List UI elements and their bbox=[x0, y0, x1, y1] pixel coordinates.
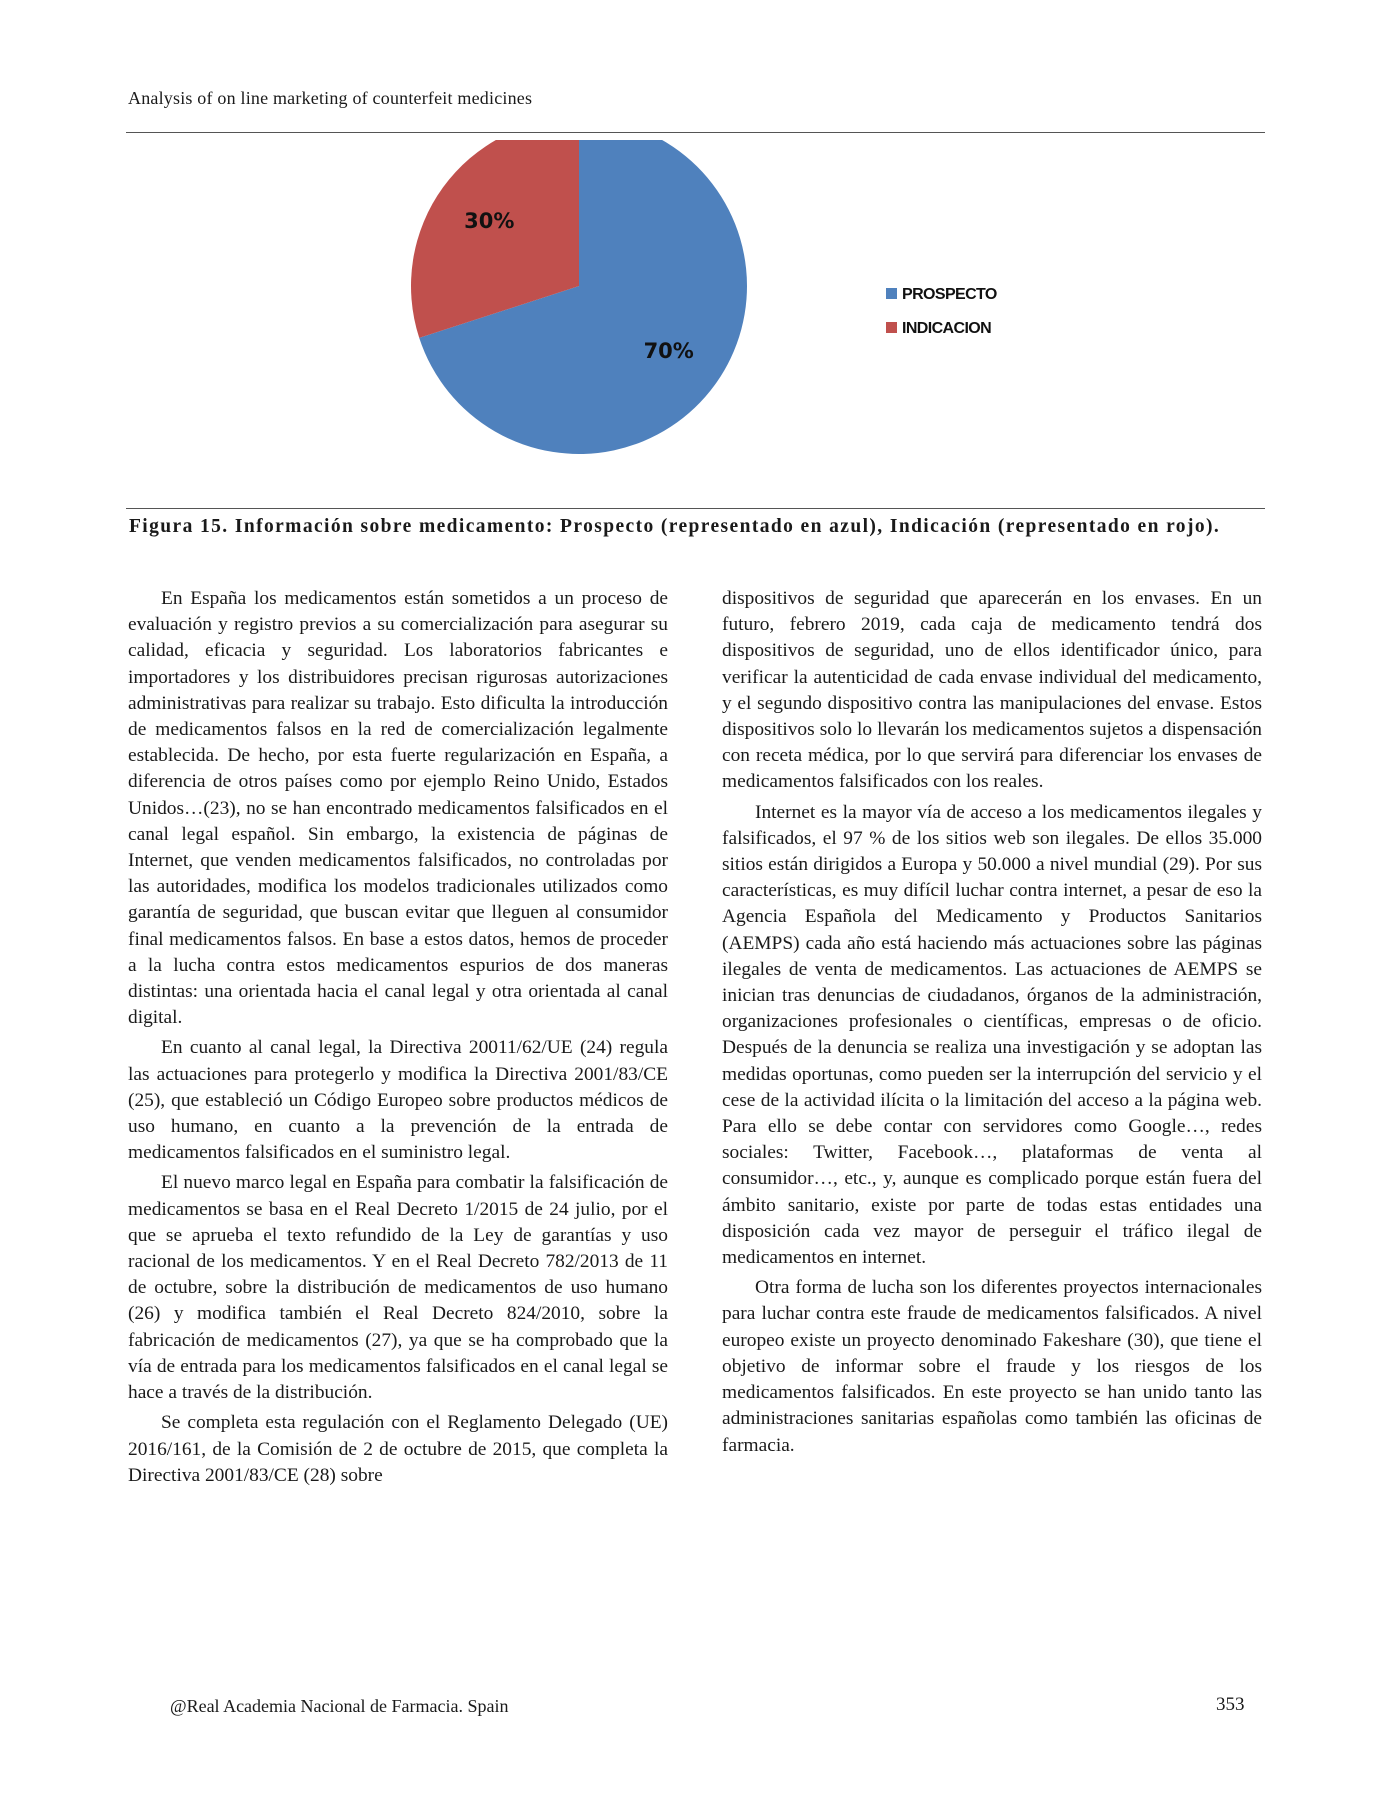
paragraph: En España los medicamentos están sometidos a un proceso de evaluación y registro previos a su comercialización para asegurar su calidad, eficacia y seguridad. Los laboratorios fabricantes e importadores y los distribuidores precisan rigurosas autorizaciones administrativas para realizar su trabajo. Esto dificulta la introducción de medicamentos falsos en la red de comercialización legalmente establecida. De hecho, por esta fuerte regularización en España, a diferencia de otros países como por ejemplo Reino Unido, Estados Unidos…(23), no se han encontrado medicamentos falsificados en el canal legal español. Sin embargo, la existencia de páginas de Internet, que venden medicamentos falsificados, no controladas por las autoridades, modifica los modelos tradicionales utilizados como garantía de seguridad, que buscan evitar que lleguen al consumidor final medicamentos falsos. En base a estos datos, hemos de proceder a la lucha contra estos medicamentos espurios de dos maneras distintas: una orientada hacia el canal legal y otra orientada al canal digital. bbox=[128, 588, 668, 1029]
paragraph-continuation: dispositivos de seguridad que aparecerán en los envases. En un futuro, febrero 2019, cada caja de medicamento tendrá dos dispositivos de seguridad, uno de ellos identificador único, para verificar la autenticidad de cada envase individual del medicamento, y el segundo dispositivo contra las manipulaciones del envase. Estos dispositivos solo lo llevarán los medicamentos sujetos a dispensación con receta médica, por lo que servirá para diferenciar los envases de medicamentos falsificados con los reales. bbox=[722, 588, 1262, 793]
paragraph: El nuevo marco legal en España para combatir la falsificación de medicamentos se basa en el Real Decreto 1/2015 de 24 julio, por el que se aprueba el texto refundido de la Ley de garantías y uso racional de los medicamentos. Y en el Real Decreto 782/2013 de 11 de octubre, sobre la distribución de medicamentos de uso humano (26) y modifica también el Real Decreto 824/2010, sobre la fabricación de medicamentos (27), ya que se ha comprobado que la vía de entrada para los medicamentos falsificados en el canal legal se hace a través de la distribución. bbox=[128, 1172, 668, 1404]
paragraph: Otra forma de lucha son los diferentes proyectos internacionales para luchar contra este fraude de medicamentos falsificados. A nivel europeo existe un proyecto denominado Fakeshare (30), que tiene el objetivo de informar sobre el fraude y los riesgos de los medicamentos falsificados. En este proyecto se han unido tanto las administraciones sanitarias españolas como también las oficinas de farmacia. bbox=[722, 1277, 1262, 1456]
left-column bbox=[128, 586, 668, 1493]
caption-rule bbox=[126, 508, 1265, 509]
legend-swatch bbox=[886, 322, 897, 333]
right-column bbox=[722, 586, 1262, 1463]
pie-chart bbox=[126, 140, 1265, 508]
pie-data-label: 30% bbox=[464, 208, 515, 233]
page-number: 353 bbox=[1216, 1694, 1245, 1715]
legend-label: INDICACION bbox=[902, 320, 992, 337]
paragraph: En cuanto al canal legal, la Directiva 20011/62/UE (24) regula las actuaciones para protegerlo y modifica la Directiva 2001/83/CE (25), que estableció un Código Europeo sobre productos médicos de uso humano, en cuanto a la prevención de la entrada de medicamentos falsificados en el suministro legal. bbox=[128, 1037, 668, 1164]
footer-publisher: @Real Academia Nacional de Farmacia. Spain bbox=[170, 1696, 509, 1716]
running-title: Analysis of on line marketing of counterfeit medicines bbox=[128, 88, 533, 108]
paragraph: Internet es la mayor vía de acceso a los medicamentos ilegales y falsificados, el 97 % de los sitios web son ilegales. De ellos 35.000 sitios están dirigidos a Europa y 50.000 a nivel mundial (29). Por sus características, es muy difícil luchar contra internet, a pesar de eso la Agencia Española del Medicamento y Productos Sanitarios (AEMPS) cada año está haciendo más actuaciones sobre las páginas ilegales de venta de medicamentos. Las actuaciones de AEMPS se inician tras denuncias de ciudadanos, órganos de la administración, organizaciones profesionales o científicas, empresas o de oficio. Después de la denuncia se realiza una investigación y se adoptan las medidas oportunas, como pueden ser la interrupción del servicio y el cese de la actividad ilícita o la limitación del acceso a la página web. Para ello se debe contar con servidores como Google…, redes sociales: Twitter, Facebook…, plataformas de venta al consumidor…, etc., y, aunque es complicado porque están fuera del ámbito sanitario, existe por parte de todas estas entidades una disposición cada vez mayor de perseguir el tráfico ilegal de medicamentos en internet. bbox=[722, 801, 1262, 1269]
header-rule bbox=[126, 132, 1265, 133]
pie-chart-svg bbox=[126, 140, 1265, 508]
figure-caption: Figura 15. Información sobre medicamento: Prospecto (representado en azul), Indicación (representado en rojo). bbox=[129, 516, 1221, 537]
legend-label: PROSPECTO bbox=[902, 286, 997, 303]
legend-swatch bbox=[886, 288, 897, 299]
pie-data-label: 70% bbox=[643, 339, 694, 364]
paragraph: Se completa esta regulación con el Reglamento Delegado (UE) 2016/161, de la Comisión de 2 de octubre de 2015, que completa la Directiva 2001/83/CE (28) sobre bbox=[128, 1412, 668, 1486]
